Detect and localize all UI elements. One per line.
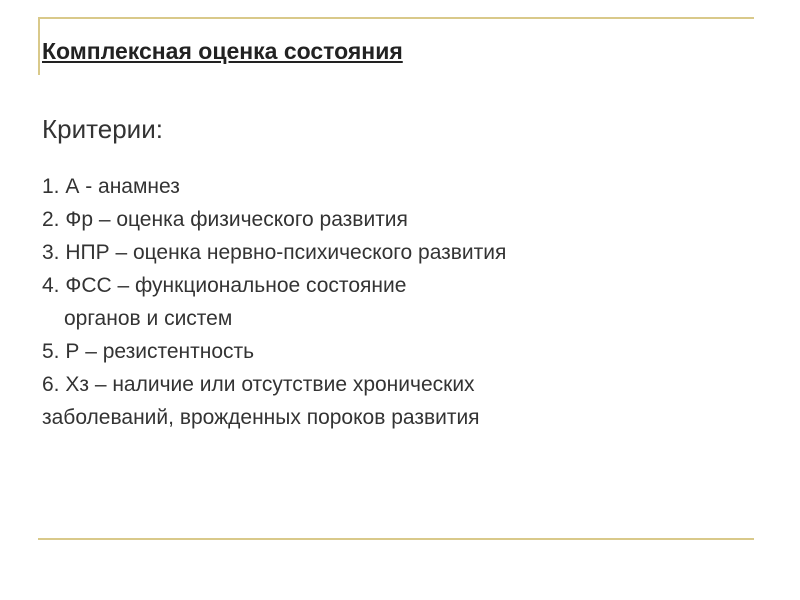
left-border-line [38, 17, 40, 75]
criteria-item: 6. Хз – наличие или отсутствие хронических [42, 373, 475, 396]
criteria-item: 5. Р – резистентность [42, 340, 255, 363]
criteria-item: 2. Фр – оценка физического развития [42, 208, 408, 231]
criteria-item: 1. А - анамнез [42, 175, 180, 198]
criteria-item-continuation: органов и систем [64, 307, 233, 330]
top-border-line [38, 17, 754, 19]
criteria-item-continuation: заболеваний, врожденных пороков развития [42, 406, 480, 429]
bottom-border-line [38, 538, 754, 540]
criteria-list [42, 170, 506, 434]
criteria-item: 4. ФСС – функциональное состояние [42, 274, 407, 297]
criteria-item: 3. НПР – оценка нервно-психического развития [42, 241, 507, 264]
criteria-heading: Критерии: [42, 114, 163, 144]
slide-title: Комплексная оценка состояния [42, 38, 403, 64]
